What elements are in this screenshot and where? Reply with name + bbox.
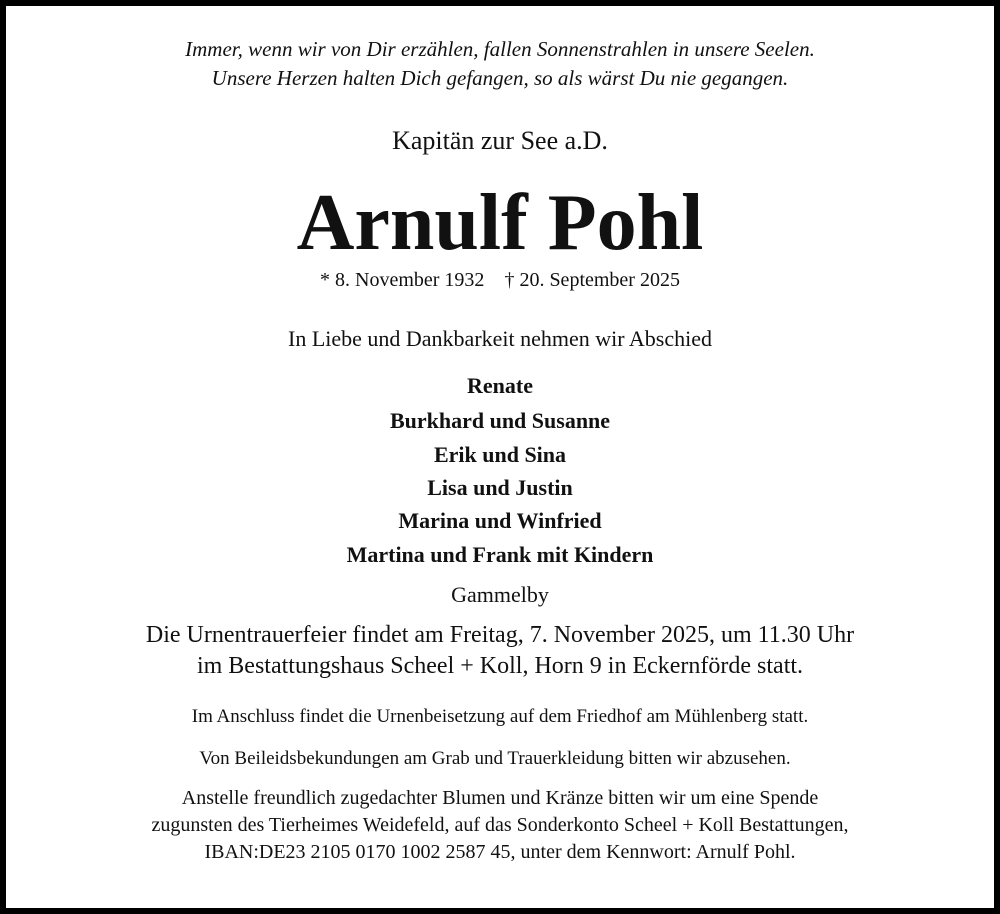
donation-line: IBAN:DE23 2105 0170 1002 2587 45, unter dem Kennwort: Arnulf Pohl. xyxy=(204,841,796,863)
life-dates xyxy=(6,270,994,290)
condolences-text: Von Beileidsbekundungen am Grab und Trauerkleidung bitten wir abzusehen. xyxy=(199,748,791,769)
mourner: Renate xyxy=(467,373,533,398)
verse-line: Immer, wenn wir von Dir erzählen, fallen Sonnenstrahlen in unsere Seelen. xyxy=(185,37,815,61)
farewell-text: In Liebe und Dankbarkeit nehmen wir Abschied xyxy=(288,326,712,351)
rank-title: Kapitän zur See a.D. xyxy=(392,126,608,155)
mourner: Lisa und Justin xyxy=(427,475,573,500)
mourner: Erik und Sina xyxy=(433,442,567,467)
place: Gammelby xyxy=(451,582,549,607)
donation-line: Anstelle freundlich zugedachter Blumen und Kränze bitten wir um eine Spende xyxy=(181,787,819,809)
mourner: Burkhard und Susanne xyxy=(389,408,611,433)
ceremony-line: im Bestattungshaus Scheel + Koll, Horn 9 in Eckernförde statt. xyxy=(196,653,804,679)
birth-date: * 8. November 1932 xyxy=(320,269,485,291)
death-date: † 20. September 2025 xyxy=(504,269,680,291)
deceased-name: Arnulf Pohl xyxy=(296,179,704,267)
mourner: Marina und Winfried xyxy=(398,508,602,533)
donation-line: zugunsten des Tierheimes Weidefeld, auf das Sonderkonto Scheel + Koll Bestattungen, xyxy=(151,814,849,836)
burial-text: Im Anschluss findet die Urnenbeisetzung auf dem Friedhof am Mühlenberg statt. xyxy=(191,706,809,727)
notice-body xyxy=(6,6,994,908)
ceremony-line: Die Urnentrauerfeier findet am Freitag, 7. November 2025, um 11.30 Uhr xyxy=(145,622,855,648)
verse-line: Unsere Herzen halten Dich gefangen, so als wärst Du nie gegangen. xyxy=(211,66,789,90)
mourner: Martina und Frank mit Kindern xyxy=(346,542,654,567)
